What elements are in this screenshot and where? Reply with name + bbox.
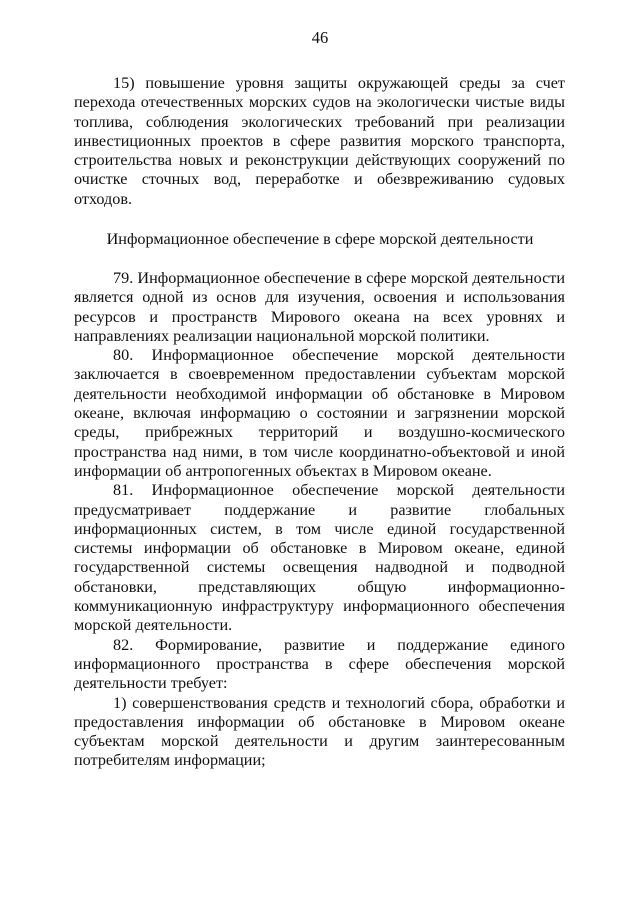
section-body [74, 269, 565, 771]
paragraph-81: 81. Информационное обеспечение морской деятельности предусматривает поддержание и развитие глобальных информационных систем, в том числе единой государственной системы информации об обстановке в Мировом океане, единой государственной системы освещения надводной и подводной обстановки, представляющих общую информационно-коммуникационную инфраструктуру информационного обеспечения морской деятельности. [74, 481, 565, 635]
intro-block [74, 74, 565, 209]
paragraph-item-15: 15) повышение уровня защиты окружающей среды за счет перехода отечественных морских судов на экологически чистые виды топлива, соблюдения экологических требований при реализации инвестиционных проектов в сфере развития морского транспорта, строительства новых и реконструкции действующих сооружений по очистке сточных вод, переработке и обезвреживанию судовых отходов. [74, 74, 565, 208]
paragraph-79: 79. Информационное обеспечение в сфере морской деятельности является одной из основ для изучения, освоения и использования ресурсов и пространств Мирового океана на всех уровнях и направлениях реализации национальной морской политики. [74, 269, 565, 345]
paragraph-80: 80. Информационное обеспечение морской деятельности заключается в своевременном предоставлении субъектам морской деятельности необходимой информации об обстановке в Мировом океане, включая информацию о состоянии и загрязнении морской среды, прибрежных территорий и воздушно-космического пространства над ними, в том числе координатно-объектовой и иной информации об антропогенных объектах в Мировом океане. [74, 346, 565, 480]
paragraph-82-item-1: 1) совершенствования средств и технологий сбора, обработки и предоставления информации об обстановке в Мировом океане субъектам морской деятельности и другим заинтересованным потребителям информации; [74, 693, 565, 770]
page-number: 46 [311, 28, 329, 47]
paragraph-82: 82. Формирование, развитие и поддержание единого информационного пространства в сфере обеспечения морской деятельности требует: [74, 635, 565, 693]
section-heading: Информационное обеспечение в сфере морской деятельности [106, 230, 534, 248]
